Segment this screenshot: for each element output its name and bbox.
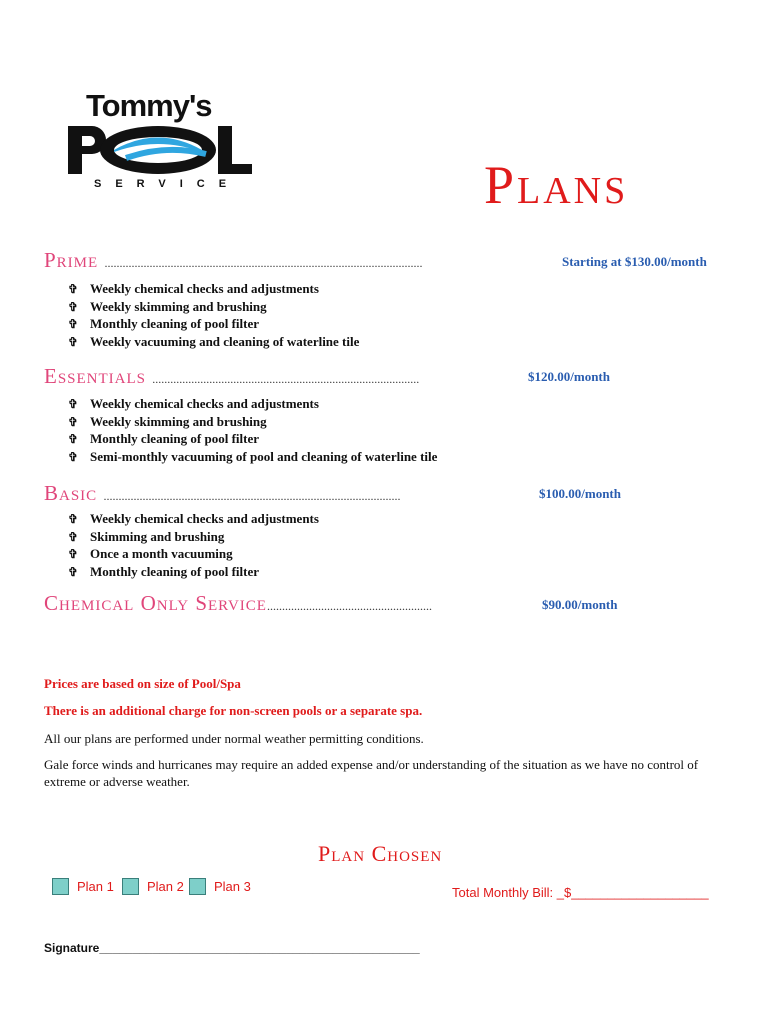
plan-prime-heading <box>44 250 422 271</box>
plan-essentials-features <box>68 395 437 465</box>
logo-line3: SERVICE <box>94 178 241 190</box>
cross-bullet-icon: ✞ <box>68 529 79 544</box>
note-weather: All our plans are performed under normal weather permitting conditions. <box>44 731 424 746</box>
feature-text: Semi-monthly vacuuming of pool and cleaning of waterline tile <box>90 448 438 464</box>
note-pool-size: Prices are based on size of Pool/Spa <box>44 676 241 691</box>
cross-bullet-icon: ✞ <box>68 512 79 526</box>
feature-text: Once a month vacuuming <box>90 546 233 561</box>
leader-dots: ................................................................................................... <box>103 489 401 503</box>
cross-bullet-icon: ✞ <box>68 414 79 429</box>
list-item <box>68 448 437 466</box>
plan-chosen-heading: Plan Chosen <box>318 841 443 866</box>
list-item <box>68 333 359 351</box>
plan-name: Essentials <box>44 364 147 388</box>
feature-text: Skimming and brushing <box>90 528 225 544</box>
cross-bullet-icon: ✞ <box>68 564 79 579</box>
feature-text: Monthly cleaning of pool filter <box>90 563 259 579</box>
plan-basic-features <box>68 510 319 580</box>
pool-wordmark-icon <box>66 120 256 178</box>
plan-name: Prime <box>44 248 99 272</box>
plan-2-checkbox[interactable] <box>122 878 139 895</box>
plan-2-label: Plan 2 <box>147 879 184 894</box>
cross-bullet-icon: ✞ <box>68 449 79 464</box>
plan-prime-price: Starting at $130.00/month <box>562 254 707 269</box>
list-item <box>68 395 437 413</box>
total-monthly-bill-field[interactable]: Total Monthly Bill: _$___________________ <box>452 885 709 900</box>
list-item <box>68 545 319 563</box>
list-item <box>68 315 359 333</box>
plan-chemical-heading <box>44 593 432 614</box>
plan-1-label: Plan 1 <box>77 879 114 894</box>
cross-bullet-icon: ✞ <box>68 282 79 296</box>
feature-text: Monthly cleaning of pool filter <box>90 316 259 331</box>
list-item <box>68 413 437 431</box>
plan-name: Chemical Only Service <box>44 591 267 615</box>
cross-bullet-icon: ✞ <box>68 317 79 331</box>
list-item <box>68 528 319 546</box>
leader-dots: ......................................................................................... <box>152 372 420 386</box>
list-item <box>68 298 359 316</box>
plan-prime-features <box>68 280 359 350</box>
list-item <box>68 430 437 448</box>
feature-text: Monthly cleaning of pool filter <box>90 431 259 446</box>
plan-essentials-price: $120.00/month <box>528 369 610 384</box>
feature-text: Weekly skimming and brushing <box>90 413 267 429</box>
list-item <box>68 563 319 581</box>
plan-3-label: Plan 3 <box>214 879 251 894</box>
leader-dots: ....................................................... <box>266 599 432 613</box>
cross-bullet-icon: ✞ <box>68 299 79 314</box>
plan-2-option[interactable] <box>122 878 184 895</box>
leader-dots: .......................................................................................................... <box>104 256 423 270</box>
plan-name: Basic <box>44 481 98 505</box>
plan-basic-price: $100.00/month <box>539 486 621 501</box>
note-gale: Gale force winds and hurricanes may require an added expense and/or understanding of the situation as we have no control of extreme or adverse weather. <box>44 757 699 789</box>
list-item <box>68 510 319 528</box>
feature-text: Weekly chemical checks and adjustments <box>90 281 319 296</box>
page-title: Plans <box>484 155 629 215</box>
note-additional-charge: There is an additional charge for non-screen pools or a separate spa. <box>44 703 423 718</box>
plan-3-option[interactable] <box>189 878 251 895</box>
cross-bullet-icon: ✞ <box>68 432 79 446</box>
plan-chemical-price: $90.00/month <box>542 597 618 612</box>
feature-text: Weekly chemical checks and adjustments <box>90 396 319 411</box>
feature-text: Weekly vacuuming and cleaning of waterline tile <box>90 333 360 349</box>
signature-field[interactable]: Signature________________________________________________ <box>44 941 420 955</box>
logo-line1: Tommy's <box>86 88 212 123</box>
cross-bullet-icon: ✞ <box>68 334 79 349</box>
plan-1-checkbox[interactable] <box>52 878 69 895</box>
feature-text: Weekly chemical checks and adjustments <box>90 511 319 526</box>
plan-3-checkbox[interactable] <box>189 878 206 895</box>
cross-bullet-icon: ✞ <box>68 547 79 561</box>
plan-essentials-heading <box>44 366 419 387</box>
company-logo <box>66 90 256 190</box>
plan-basic-heading <box>44 483 400 504</box>
plan-1-option[interactable] <box>52 878 114 895</box>
feature-text: Weekly skimming and brushing <box>90 298 267 314</box>
list-item <box>68 280 359 298</box>
cross-bullet-icon: ✞ <box>68 397 79 411</box>
